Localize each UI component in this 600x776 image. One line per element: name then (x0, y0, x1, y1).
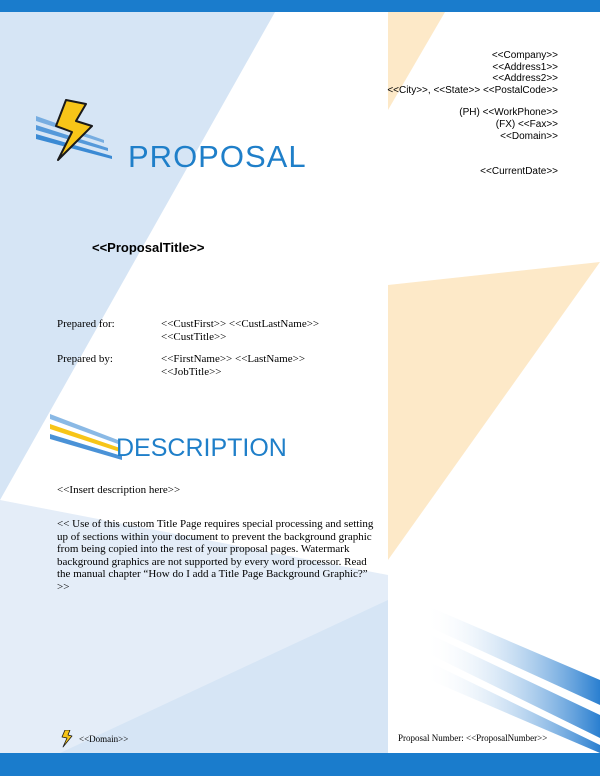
description-body: << Use of this custom Title Page requires special processing and setting up of sections within your document to prevent the background graphic from being copied into the rest of your proposal pages. Watermark background graphics are not supported by every word processor. Read the manual chapter “How do I add a Title Page Background Graphic?” >> (57, 518, 374, 593)
company-field: <<Company>> (491, 50, 558, 61)
bg-shape-right-peach (388, 262, 600, 560)
description-placeholder: <<Insert description here>> (57, 484, 181, 496)
bg-shape-left-triangle (0, 12, 275, 500)
prepared-for-label: Prepared for: (57, 318, 115, 330)
prepared-for-values (161, 318, 319, 344)
address1-field: <<Address1>> (492, 61, 558, 73)
contact-block (338, 50, 558, 178)
bottom-color-band (0, 753, 600, 776)
proposal-title: <<ProposalTitle>> (92, 240, 205, 255)
address2-field: <<Address2>> (492, 73, 558, 85)
domain-field: <<Domain>> (500, 130, 558, 142)
current-date-field: <<CurrentDate>> (480, 166, 558, 178)
prepared-by-values (161, 353, 305, 379)
description-heading: DESCRIPTION (116, 434, 287, 462)
footer-proposal-number: Proposal Number: <<ProposalNumber>> (398, 733, 548, 743)
lightning-bolt-icon (34, 98, 124, 172)
footer-lightning-icon (60, 730, 74, 748)
proposal-heading: PROPOSAL (128, 139, 307, 174)
top-color-band (0, 0, 600, 12)
footer-domain: <<Domain>> (79, 734, 129, 744)
prepared-by-label: Prepared by: (57, 353, 113, 365)
city-state-zip-field: <<City>>, <<State>> <<PostalCode>> (387, 84, 558, 96)
customer-name: <<CustFirst>> <<CustLastName>> (161, 318, 320, 330)
phone-field: (PH) <<WorkPhone>> (459, 107, 558, 119)
author-title: <<JobTitle>> (161, 366, 222, 378)
customer-title: <<CustTitle>> (161, 331, 227, 343)
author-name: <<FirstName>> <<LastName>> (161, 353, 306, 365)
fax-field: (FX) <<Fax>> (495, 118, 558, 130)
description-stripes-graphic (48, 412, 124, 464)
